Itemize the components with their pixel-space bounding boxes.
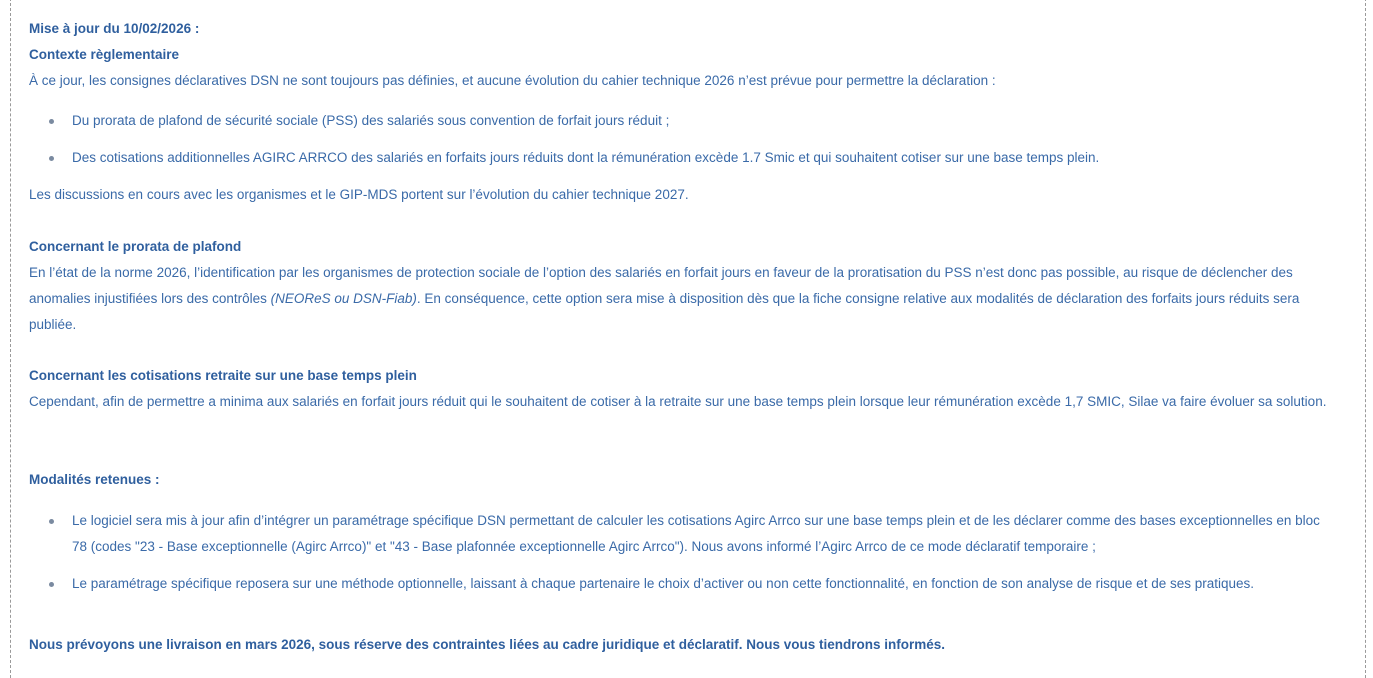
bullet-dot [49, 519, 54, 524]
context-bullet-2: Des cotisations additionnelles AGIRC ARRCO des salariés en forfaits jours réduits dont la rémunération excède 1.7 Smic et qui souhaitent cotiser sur une base temps plein. [72, 150, 1100, 165]
prorata-heading: Concernant le prorata de plafond [29, 239, 242, 254]
bullet-dot [49, 156, 54, 161]
context-bullet-1: Du prorata de plafond de sécurité sociale (PSS) des salariés sous convention de forfait jours réduit ; [72, 113, 670, 128]
modalites-bullet-1: Le logiciel sera mis à jour afin d’intégrer un paramétrage spécifique DSN permettant de calculer les cotisations Agirc Arrco sur une base temps plein et de les déclarer comme des bases exceptionnelles en bloc 78 (codes "23 - Base exceptionnelle (Agirc Arrco)" et "43 - Base plafonnée exceptionnelle Agirc Arrco"). Nous avons informé l’Agirc Arrco de ce mode déclaratif temporaire ; [72, 513, 1320, 554]
bullet-dot [49, 119, 54, 124]
bullet-dot [49, 582, 54, 587]
context-text: À ce jour, les consignes déclaratives DSN ne sont toujours pas définies, et aucune évolution du cahier technique 2026 n’est prévue pour permettre la déclaration : [29, 73, 996, 88]
prorata-text-before: En l’état de la norme 2026, l’identification par les organismes de protection sociale de l’option des salariés en forfait jours en faveur de la proratisation du PSS n’est donc pas possible, au risque de déclencher des anomalies injustifiées lors des contrôles [29, 265, 1293, 306]
modalites-bullet-2: Le paramétrage spécifique reposera sur une méthode optionnelle, laissant à chaque partenaire le choix d’activer ou non cette fonctionnalité, en fonction de son analyse de risque et de ses pratiques. [72, 576, 1255, 591]
prorata-text [29, 260, 1335, 338]
prorata-text-italic: (NEOReS ou DSN-Fiab) [270, 291, 417, 306]
context-heading: Contexte règlementaire [29, 47, 180, 62]
update-title: Mise à jour du 10/02/2026 : [29, 21, 200, 36]
retraite-text: Cependant, afin de permettre a minima aux salariés en forfait jours réduit qui le souhaitent de cotiser à la retraite sur une base temps plein lorsque leur rémunération excède 1,7 SMIC, Silae va faire évoluer sa solution. [29, 394, 1327, 409]
discussion-text: Les discussions en cours avec les organismes et le GIP-MDS portent sur l’évolution du cahier technique 2027. [29, 187, 689, 202]
modalites-heading: Modalités retenues : [29, 472, 160, 487]
prorata-text-after: . En conséquence, cette option sera mise à disposition dès que la fiche consigne relative aux modalités de déclaration des forfaits jours réduits sera publiée. [29, 291, 1300, 332]
footer-text: Nous prévoyons une livraison en mars 2026, sous réserve des contraintes liées au cadre juridique et déclaratif. Nous vous tiendrons informés. [29, 637, 946, 652]
retraite-heading: Concernant les cotisations retraite sur une base temps plein [29, 368, 417, 383]
